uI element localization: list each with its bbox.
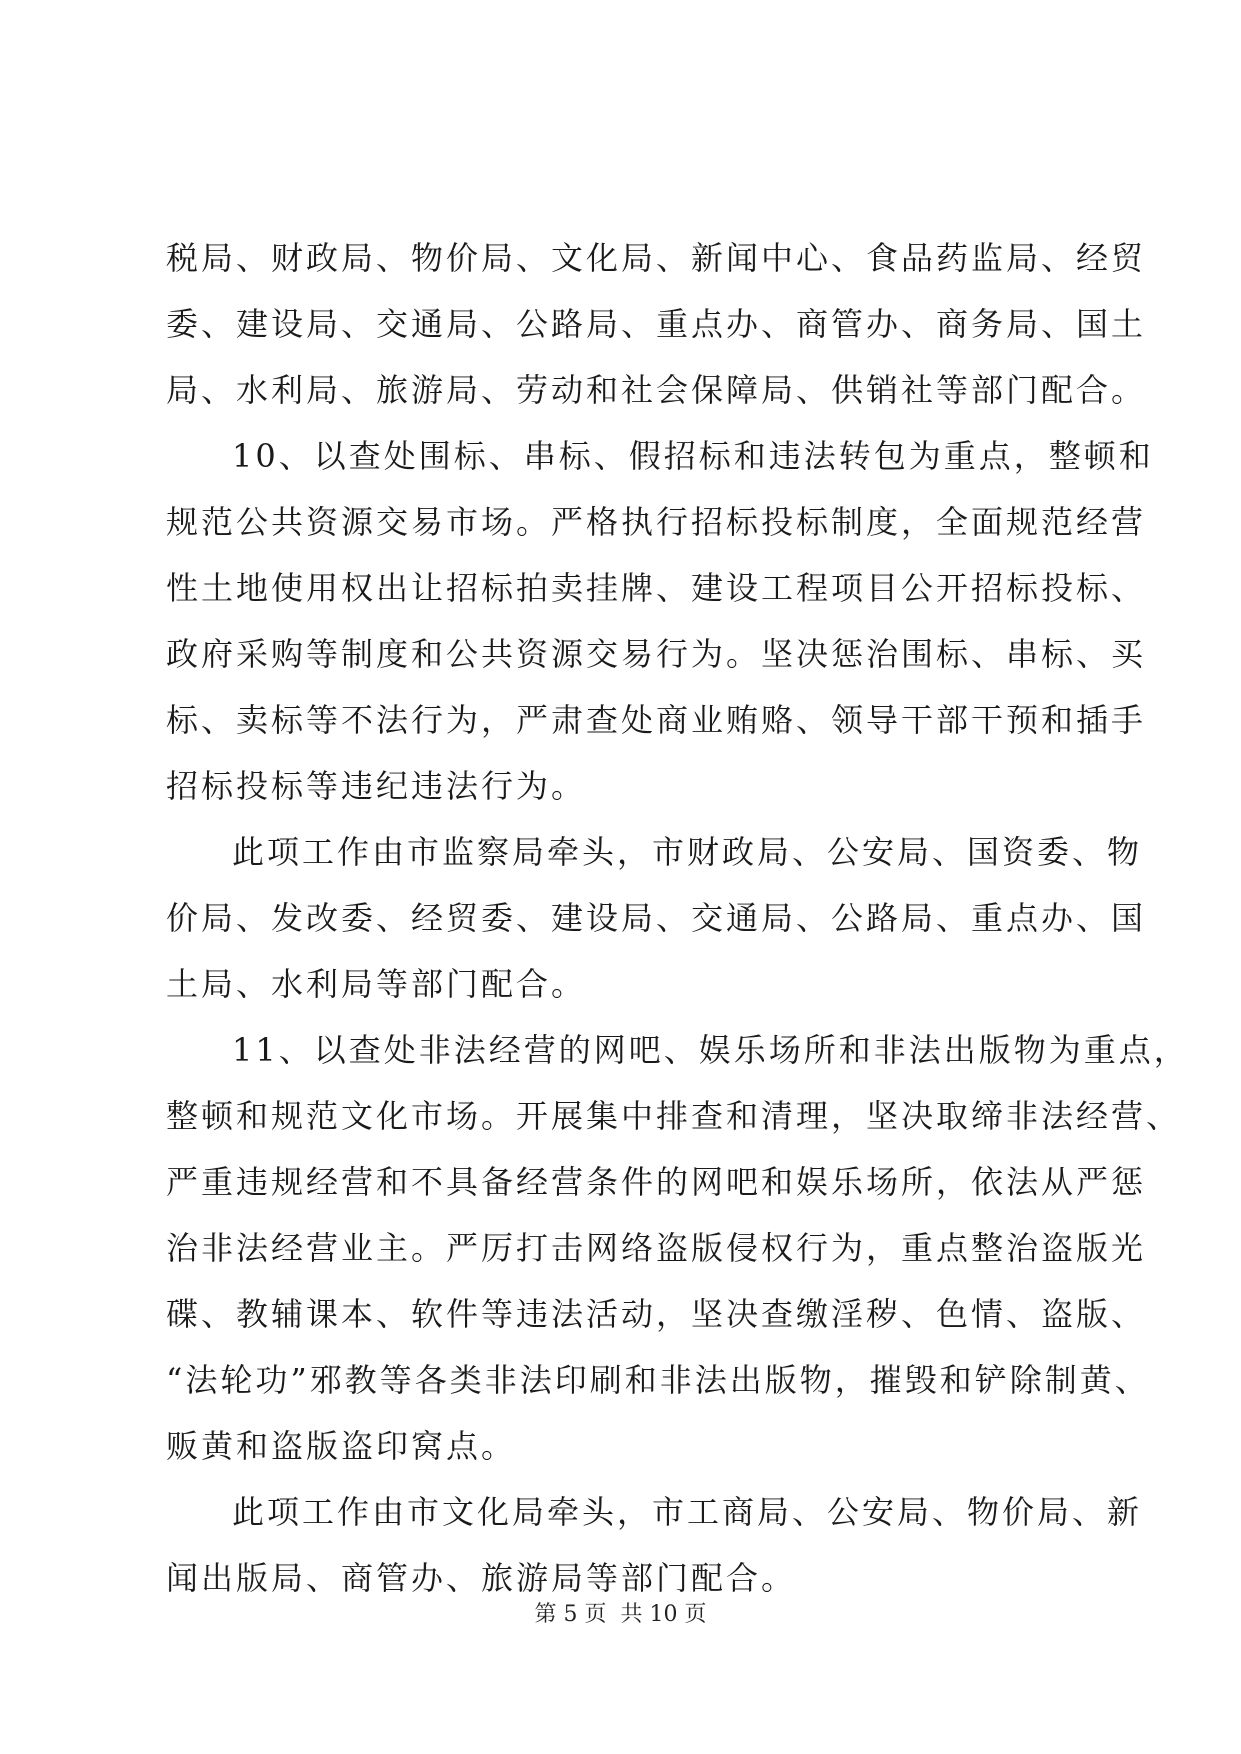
page-footer: [0, 1600, 1241, 1630]
text-line: 标、卖标等不法行为，严肃查处商业贿赂、领导干部干预和插手: [166, 701, 1147, 739]
text-line: 税局、财政局、物价局、文化局、新闻中心、食品药监局、经贸: [166, 239, 1147, 277]
text-line: 局、水利局、旅游局、劳动和社会保障局、供销社等部门配合。: [166, 371, 1147, 409]
text-line: 闻出版局、商管办、旅游局等部门配合。: [166, 1559, 797, 1597]
paragraph-start-line: 10、以查处围标、串标、假招标和违法转包为重点，整顿和: [232, 437, 1154, 475]
document-body: [166, 225, 1189, 1611]
page-number: 第 5 页: [534, 1602, 607, 1627]
paragraph-start-line: 此项工作由市文化局牵头，市工商局、公安局、物价局、新: [232, 1493, 1143, 1531]
page-total: 共 10 页: [620, 1602, 707, 1627]
text-line: 规范公共资源交易市场。严格执行招标投标制度，全面规范经营: [166, 503, 1147, 541]
text-line: 价局、发改委、经贸委、建设局、交通局、公路局、重点办、国: [166, 899, 1147, 937]
paragraph-start-line: 11、以查处非法经营的网吧、娱乐场所和非法出版物为重点，: [232, 1031, 1189, 1069]
text-line: 招标投标等违纪违法行为。: [166, 767, 587, 805]
text-line: 整顿和规范文化市场。开展集中排查和清理，坚决取缔非法经营、: [166, 1097, 1182, 1135]
text-line: 性土地使用权出让招标拍卖挂牌、建设工程项目公开招标投标、: [166, 569, 1147, 607]
text-line: 土局、水利局等部门配合。: [166, 965, 587, 1003]
text-line: 贩黄和盗版盗印窝点。: [166, 1427, 517, 1465]
text-line: 委、建设局、交通局、公路局、重点办、商管办、商务局、国土: [166, 305, 1147, 343]
text-line: “法轮功”邪教等各类非法印刷和非法出版物，摧毁和铲除制黄、: [166, 1361, 1150, 1399]
paragraph-start-line: 此项工作由市监察局牵头，市财政局、公安局、国资委、物: [232, 833, 1143, 871]
text-line: 政府采购等制度和公共资源交易行为。坚决惩治围标、串标、买: [166, 635, 1147, 673]
text-line: 治非法经营业主。严厉打击网络盗版侵权行为，重点整治盗版光: [166, 1229, 1147, 1267]
text-line: 碟、教辅课本、软件等违法活动，坚决查缴淫秽、色情、盗版、: [166, 1295, 1147, 1333]
text-line: 严重违规经营和不具备经营条件的网吧和娱乐场所，依法从严惩: [166, 1163, 1147, 1201]
